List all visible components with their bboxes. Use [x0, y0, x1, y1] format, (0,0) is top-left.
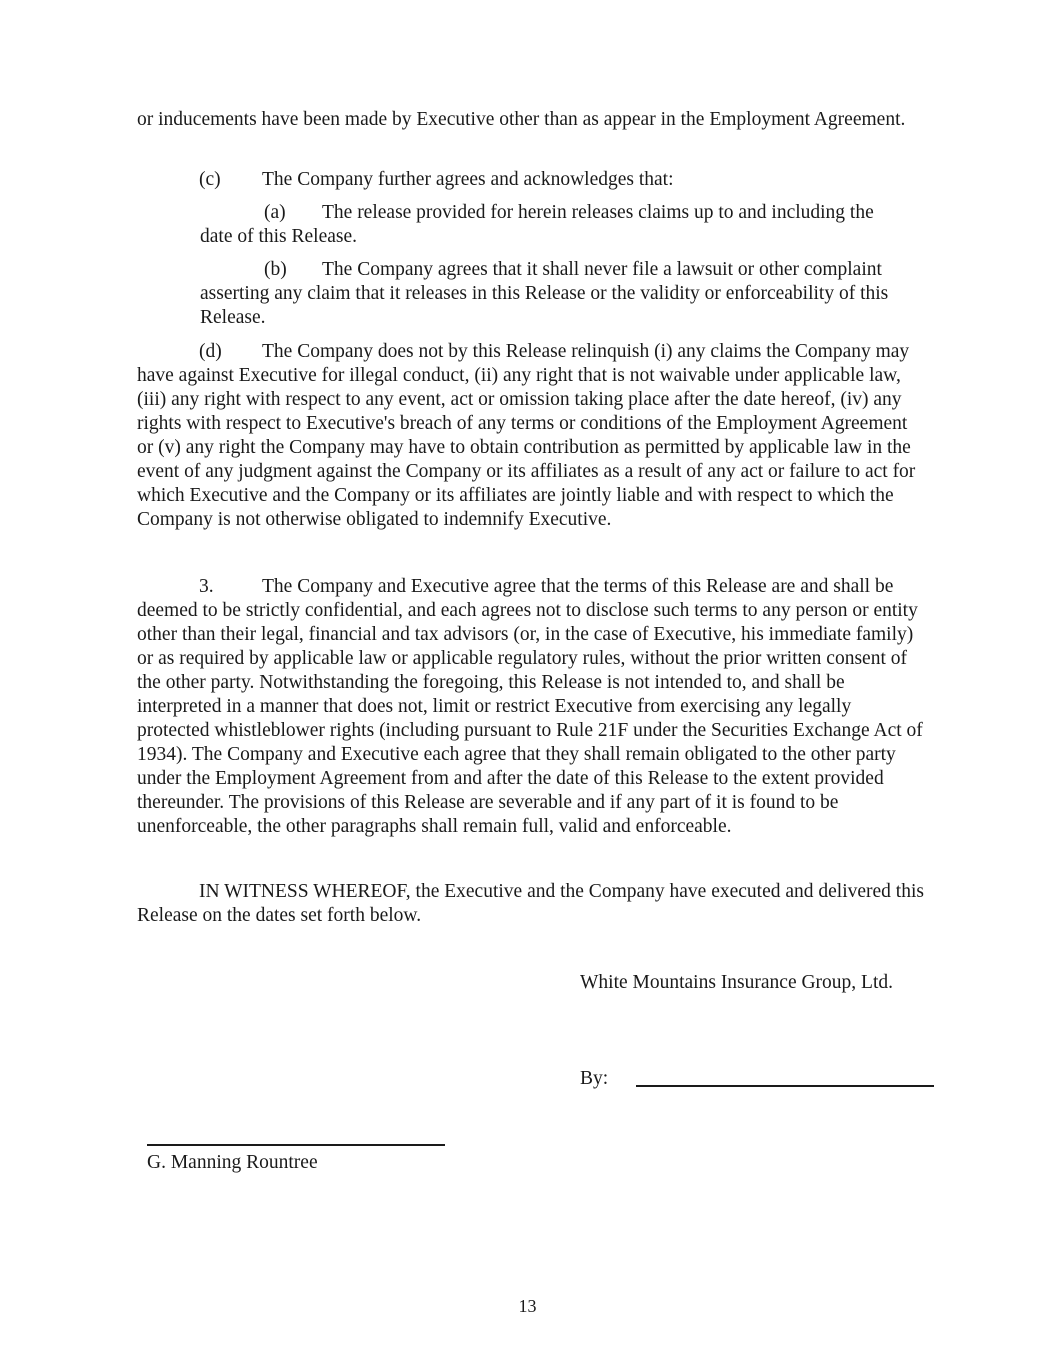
- continuation-paragraph: or inducements have been made by Executive other than as appear in the Employment Agreement.: [137, 109, 906, 130]
- paragraph-3: [137, 575, 927, 839]
- paragraph-d: [137, 340, 927, 532]
- paragraph-c: [137, 168, 927, 192]
- page-number: 13: [518, 1296, 537, 1316]
- paragraph-c-b: [200, 258, 900, 330]
- paragraph-c-a: [200, 201, 900, 249]
- paragraph-c-b-label: (b): [264, 259, 287, 280]
- by-label: By:: [580, 1068, 609, 1089]
- paragraph-c-label: (c): [199, 169, 221, 190]
- paragraph-d-text: The Company does not by this Release relinquish (i) any claims the Company may have against Executive for illegal conduct, (ii) any right that is not waivable under applicable law, (iii) any right with respect to any event, act or omission taking place after the date hereof, (iv) any rights with respect to Executive's breach of any terms or conditions of the Employment Agreement or (v) any right the Company may have to obtain contribution as permitted by applicable law in the event of any judgment against the Company or its affiliates as a result of any act or failure to act for which Executive and the Company or its affiliates are jointly liable and with respect to which the Company is not otherwise obligated to indemnify Executive.: [137, 341, 916, 530]
- company-signature-line: [636, 1085, 934, 1087]
- paragraph-c-b-text: The Company agrees that it shall never file a lawsuit or other complaint asserting any claim that it releases in this Release or the validity or enforceability of this Release.: [200, 259, 889, 328]
- paragraph-c-a-text: The release provided for herein releases claims up to and including the date of this Release.: [200, 202, 874, 247]
- paragraph-3-text: The Company and Executive agree that the terms of this Release are and shall be deemed to be strictly confidential, and each agrees not to disclose such terms to any person or entity other than their legal, financial and tax advisors (or, in the case of Executive, his immediate family) or as required by applicable law or applicable regulatory rules, without the prior written consent of the other party. Notwithstanding the foregoing, this Release is not intended to, and shall be interpreted in a manner that does not, limit or restrict Executive from exercising any legally protected whistleblower rights (including pursuant to Rule 21F under the Securities Exchange Act of 1934). The Company and Executive each agree that they shall remain obligated to the other party under the Employment Agreement from and after the date of this Release to the extent provided thereunder. The provisions of this Release are severable and if any part of it is found to be unenforceable, the other paragraphs shall remain full, valid and enforceable.: [137, 576, 923, 837]
- paragraph-c-a-label: (a): [264, 202, 286, 223]
- executive-signature-line: [147, 1144, 445, 1146]
- paragraph-d-label: (d): [199, 341, 222, 362]
- paragraph-c-text: The Company further agrees and acknowledges that:: [262, 169, 674, 190]
- executive-name: G. Manning Rountree: [147, 1152, 318, 1173]
- company-name: White Mountains Insurance Group, Ltd.: [580, 972, 894, 993]
- paragraph-3-label: 3.: [199, 576, 214, 597]
- witness-paragraph: IN WITNESS WHEREOF, the Executive and the Company have executed and delivered this Release on the dates set forth below.: [137, 881, 924, 926]
